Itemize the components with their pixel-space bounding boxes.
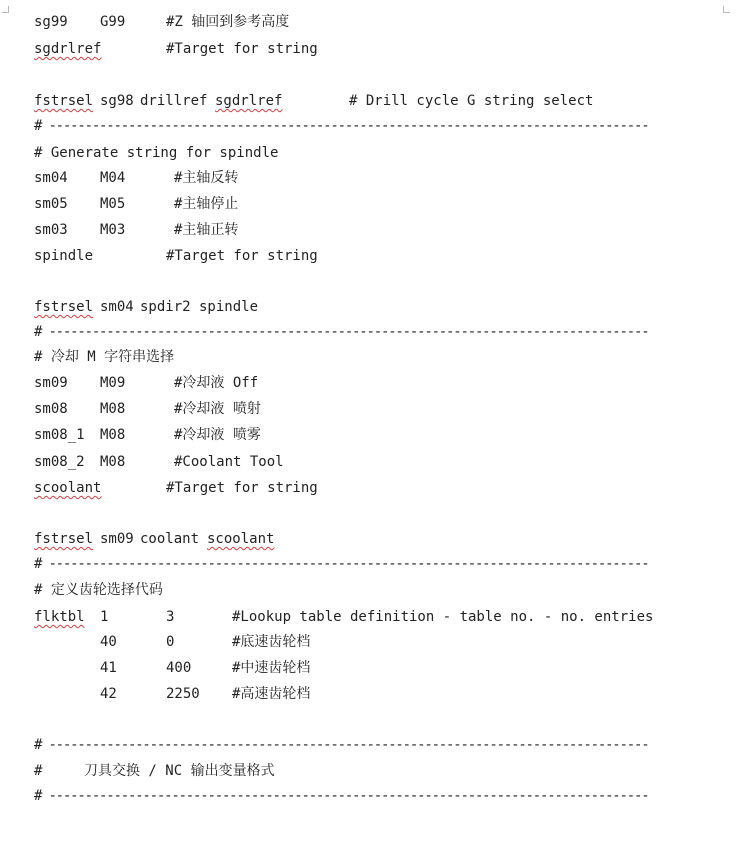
code-token: 40 — [100, 634, 117, 650]
code-comment: # Drill cycle G string select — [349, 93, 594, 109]
code-token: M08 — [100, 454, 126, 470]
code-line — [34, 529, 275, 549]
separator-line: # ----------------------------------------------------------------------------------- — [34, 737, 649, 753]
code-comment: #中速齿轮档 — [232, 660, 311, 676]
separator-line: # ----------------------------------------------------------------------------------- — [34, 788, 649, 804]
code-line — [34, 297, 259, 317]
code-token: M04 — [100, 170, 126, 186]
code-token: # — [34, 763, 43, 779]
code-token: sm04 — [34, 170, 68, 186]
code-token: sm04 — [100, 299, 134, 315]
code-comment: #冷却液 喷射 — [174, 401, 261, 417]
code-token: sgdrlref — [34, 41, 102, 57]
code-token: 1 — [100, 609, 109, 625]
page-corner-mark-right — [723, 6, 730, 13]
code-token: 3 — [166, 609, 175, 625]
code-comment: #主轴正转 — [174, 222, 239, 238]
code-token: 41 — [100, 660, 117, 676]
code-token: sm09 — [34, 375, 68, 391]
code-token: flktbl — [34, 609, 85, 625]
code-token: sm08_1 — [34, 427, 85, 443]
code-token: spdir2 — [140, 299, 191, 315]
code-token: M09 — [100, 375, 126, 391]
code-token: scoolant — [207, 531, 275, 547]
code-comment: #主轴反转 — [174, 170, 239, 186]
code-line — [34, 425, 261, 445]
code-comment: #冷却液 Off — [174, 375, 259, 391]
code-comment: #Z 轴回到参考高度 — [166, 14, 290, 30]
code-comment: #底速齿轮档 — [232, 634, 311, 650]
code-line — [34, 607, 654, 627]
code-token: sg98 — [100, 93, 134, 109]
code-line — [34, 12, 290, 32]
code-token: M03 — [100, 222, 126, 238]
code-line — [34, 684, 311, 704]
separator-line: # ----------------------------------------------------------------------------------- — [34, 556, 649, 572]
code-line — [34, 220, 239, 240]
code-token: fstrsel — [34, 299, 94, 315]
code-token: 2250 — [166, 686, 200, 702]
code-token: G99 — [100, 14, 126, 30]
code-comment: 刀具交换 / NC 输出变量格式 — [84, 763, 275, 779]
code-line — [34, 168, 239, 188]
code-comment: # 定义齿轮选择代码 — [34, 582, 163, 598]
code-comment: # Generate string for spindle — [34, 145, 279, 161]
code-comment: #Target for string — [166, 248, 318, 264]
code-token: sg99 — [34, 14, 68, 30]
code-token: 42 — [100, 686, 117, 702]
code-comment: #Target for string — [166, 480, 318, 496]
code-token: drillref — [140, 93, 208, 109]
code-line — [34, 194, 239, 214]
code-line — [34, 452, 284, 472]
code-line — [34, 478, 318, 498]
code-line — [34, 91, 594, 111]
code-token: scoolant — [34, 480, 102, 496]
code-token: sgdrlref — [215, 93, 283, 109]
code-token: 400 — [166, 660, 192, 676]
separator-line: # ----------------------------------------------------------------------------------- — [34, 324, 649, 340]
code-comment: #高速齿轮档 — [232, 686, 311, 702]
code-token: M08 — [100, 401, 126, 417]
code-line — [34, 399, 261, 419]
code-line — [34, 632, 311, 652]
code-line — [34, 246, 318, 266]
code-token: coolant — [140, 531, 200, 547]
code-comment: #冷却液 喷雾 — [174, 427, 261, 443]
code-token: fstrsel — [34, 93, 94, 109]
code-comment: #Target for string — [166, 41, 318, 57]
code-token: M05 — [100, 196, 126, 212]
code-token: M08 — [100, 427, 126, 443]
code-token: sm03 — [34, 222, 68, 238]
code-comment: # 冷却 M 字符串选择 — [34, 349, 175, 365]
code-line — [34, 658, 311, 678]
separator-line: # ----------------------------------------------------------------------------------- — [34, 118, 649, 134]
code-token: 0 — [166, 634, 175, 650]
page-corner-mark-left — [2, 6, 9, 13]
code-comment: #Coolant Tool — [174, 454, 284, 470]
code-token: sm08_2 — [34, 454, 85, 470]
code-comment: #主轴停止 — [174, 196, 239, 212]
code-token: sm05 — [34, 196, 68, 212]
code-token: spindle — [34, 248, 94, 264]
code-comment: #Lookup table definition - table no. - no. entries — [232, 609, 654, 625]
code-line — [34, 373, 259, 393]
code-line — [34, 39, 318, 59]
code-token: fstrsel — [34, 531, 94, 547]
code-token: sm08 — [34, 401, 68, 417]
code-token: sm09 — [100, 531, 134, 547]
code-line — [34, 761, 275, 781]
code-token: spindle — [199, 299, 259, 315]
